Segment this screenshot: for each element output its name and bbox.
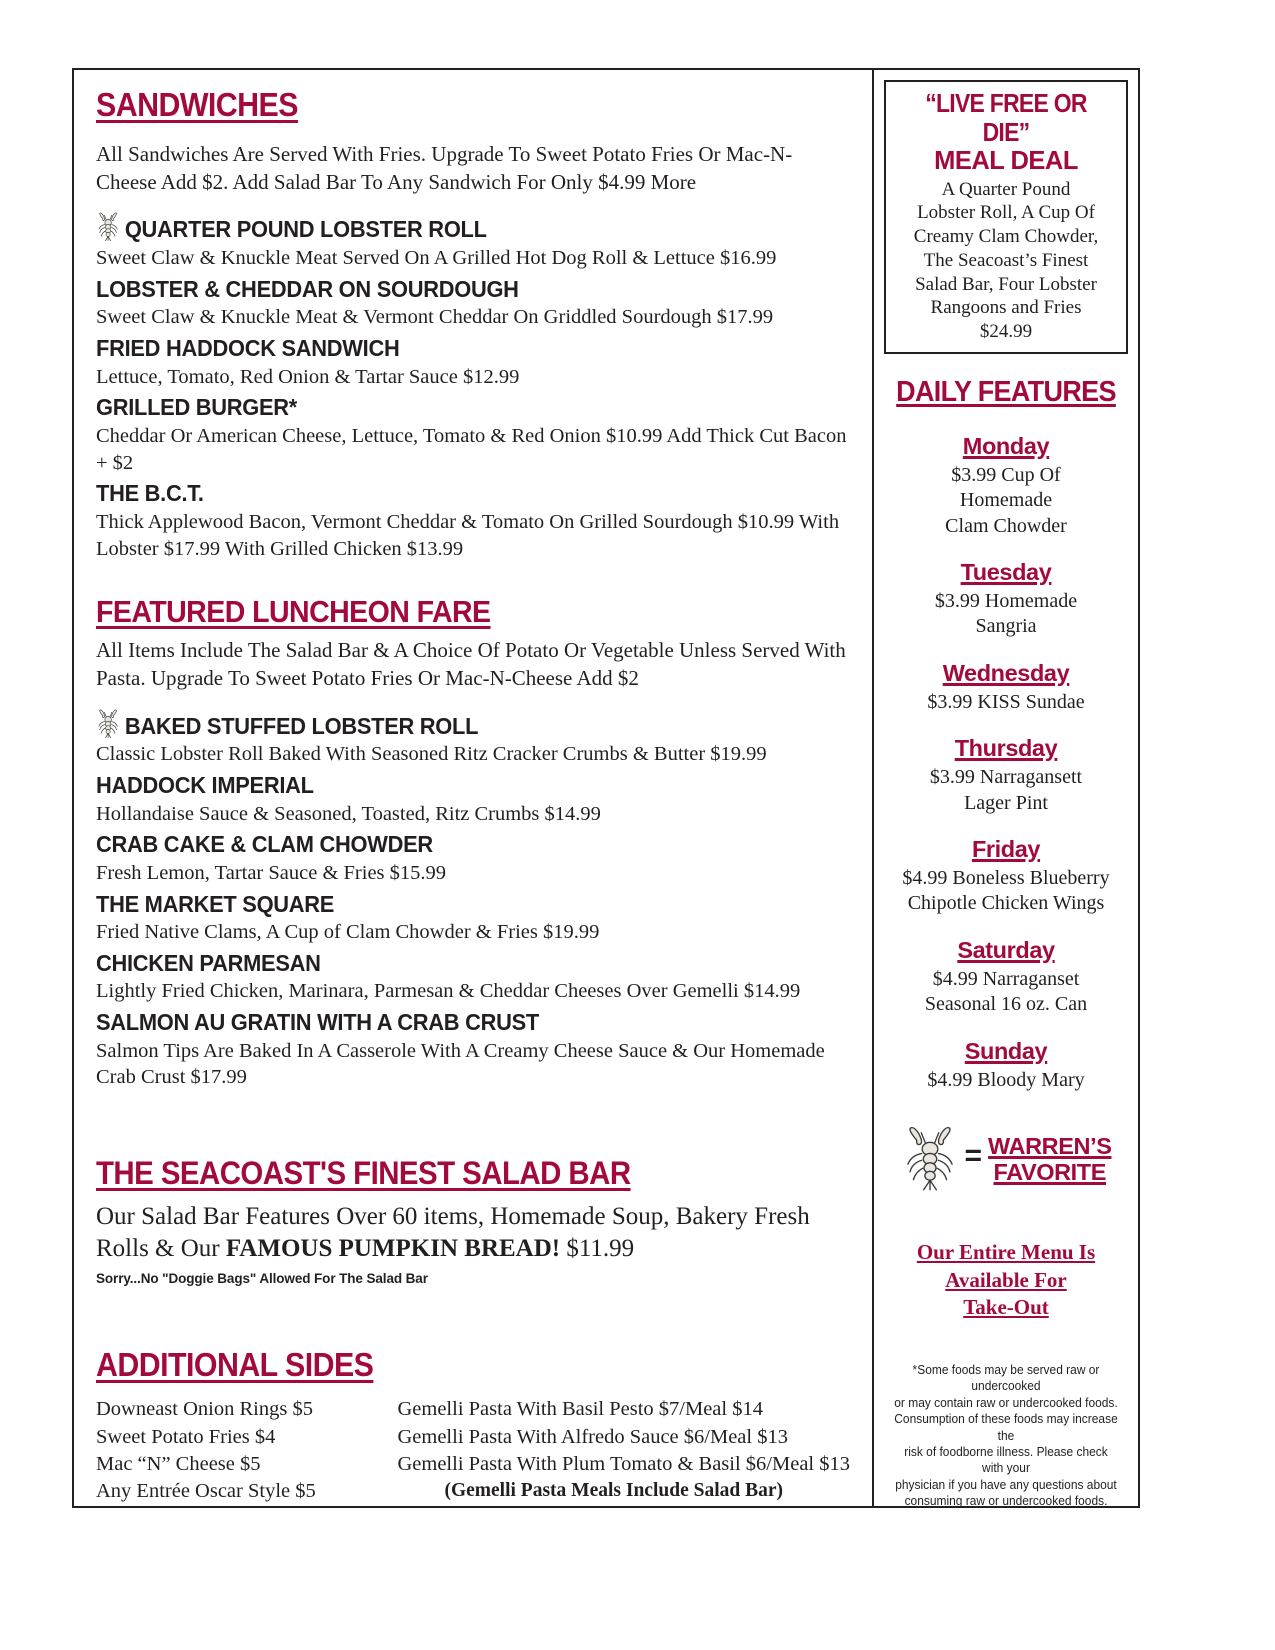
menu-frame	[72, 68, 1140, 1508]
meal-deal-price: $24.99	[979, 321, 1033, 343]
day-desc-line: $3.99 Narragansett	[929, 766, 1083, 789]
lobster-favorite-icon	[96, 212, 120, 242]
menu-item-name: HADDOCK IMPERIAL	[96, 771, 314, 798]
food-safety-disclaimer	[888, 1362, 1124, 1509]
menu-item-description: Salmon Tips Are Baked In A Casserole With A Creamy Cheese Sauce & Our Homemade Crab Crust $17.99	[96, 1039, 825, 1089]
favorite-legend-text	[988, 1133, 1111, 1186]
sides-column-left	[96, 1396, 397, 1505]
takeout-line2: Available For	[945, 1267, 1067, 1292]
menu-item-name-text: BAKED STUFFED LOBSTER ROLL	[124, 712, 479, 739]
sides-column-right	[397, 1396, 850, 1505]
daily-feature-thursday	[882, 735, 1130, 816]
meal-deal-desc-line: A Quarter Pound	[941, 178, 1071, 200]
menu-item-description: Fried Native Clams, A Cup of Clam Chowder & Fries $19.99	[96, 921, 600, 944]
daily-feature-friday	[882, 836, 1130, 917]
disclaimer-line: physician if you have any questions about	[895, 1477, 1117, 1492]
takeout-line1: Our Entire Menu Is	[916, 1239, 1096, 1264]
side-item: Mac “N” Cheese $5	[96, 1452, 261, 1475]
disclaimer-line: *Some foods may be served raw or undercooked	[912, 1363, 1100, 1394]
menu-item	[96, 949, 850, 1005]
daily-feature-saturday	[882, 937, 1130, 1018]
salad-bar-desc-pre: Our Salad Bar Features Over 60 items, Homemade Soup, Bakery Fresh Rolls & Our	[96, 1202, 810, 1262]
section-heading-daily-features: DAILY FEATURES	[896, 375, 1116, 408]
menu-item	[96, 479, 850, 562]
sides-grid	[96, 1396, 850, 1505]
day-desc-line: $4.99 Boneless Blueberry	[902, 867, 1110, 890]
day-desc-line: Chipotle Chicken Wings	[907, 892, 1105, 915]
day-description	[882, 690, 1130, 715]
favorite-legend-line2: FAVORITE	[993, 1158, 1107, 1185]
lobster-favorite-icon	[96, 709, 120, 739]
meal-deal-box	[884, 80, 1128, 354]
day-description	[882, 967, 1130, 1018]
menu-item	[96, 890, 850, 946]
meal-deal-desc-line: Lobster Roll, A Cup Of	[917, 202, 1095, 224]
disclaimer-line: consuming raw or undercooked foods.	[904, 1494, 1108, 1508]
equals-sign: =	[964, 1138, 983, 1172]
takeout-notice	[882, 1239, 1130, 1322]
day-description	[882, 765, 1130, 816]
menu-left-column	[74, 70, 874, 1506]
takeout-line3: Take-Out	[963, 1295, 1049, 1320]
salad-bar-price: $11.99	[560, 1234, 635, 1262]
meal-deal-title-line2: MEAL DEAL	[934, 147, 1078, 176]
sides-salad-bar-note: (Gemelli Pasta Meals Include Salad Bar)	[444, 1480, 783, 1502]
day-label: Monday	[962, 432, 1050, 459]
day-desc-line: Clam Chowder	[945, 514, 1067, 537]
menu-item-name-text: QUARTER POUND LOBSTER ROLL	[124, 216, 487, 243]
section-heading-salad-bar: THE SEACOAST'S FINEST SALAD BAR	[96, 1155, 631, 1192]
menu-item-name: GRILLED BURGER*	[96, 394, 298, 421]
day-label: Friday	[971, 836, 1041, 863]
day-desc-line: $3.99 Cup Of	[951, 463, 1061, 486]
daily-feature-wednesday	[882, 660, 1130, 715]
menu-item-description: Cheddar Or American Cheese, Lettuce, Tomato & Red Onion $10.99 Add Thick Cut Bacon + $2	[96, 425, 847, 474]
menu-item-description: Lightly Fried Chicken, Marinara, Parmesan & Cheddar Cheeses Over Gemelli $14.99	[96, 980, 801, 1003]
day-desc-line: $4.99 Narraganset	[932, 967, 1080, 990]
section-heading-additional-sides: ADDITIONAL SIDES	[96, 1345, 374, 1383]
day-desc-line: Homemade	[959, 489, 1053, 512]
day-desc-line: Lager Pint	[964, 791, 1048, 814]
menu-item	[96, 771, 850, 827]
menu-item-name: FRIED HADDOCK SANDWICH	[96, 335, 400, 362]
menu-item-description: Thick Applewood Bacon, Vermont Cheddar & Tomato On Grilled Sourdough $10.99 With Lobster $17.99 With Grilled Chicken $13.99	[96, 510, 840, 560]
meal-deal-desc-line: Salad Bar, Four Lobster	[915, 273, 1097, 295]
menu-right-column	[874, 70, 1138, 1506]
daily-feature-monday	[882, 433, 1130, 539]
menu-item-name: SALMON AU GRATIN WITH A CRAB CRUST	[96, 1009, 539, 1036]
day-desc-line: $3.99 KISS Sundae	[927, 690, 1085, 713]
meal-deal-desc-line: Rangoons and Fries	[930, 297, 1082, 319]
side-item: Gemelli Pasta With Alfredo Sauce $6/Meal $13	[397, 1425, 788, 1448]
day-description	[882, 866, 1130, 917]
menu-item-name: LOBSTER & CHEDDAR ON SOURDOUGH	[96, 275, 519, 302]
lobster-icon	[901, 1125, 959, 1193]
salad-bar-description	[96, 1201, 850, 1265]
day-desc-line: $4.99 Bloody Mary	[927, 1068, 1085, 1091]
side-item: Downeast Onion Rings $5	[96, 1398, 313, 1421]
disclaimer-line: Consumption of these foods may increase the	[894, 1412, 1118, 1443]
disclaimer-line: risk of foodborne illness. Please check with your	[904, 1444, 1108, 1476]
day-description	[882, 463, 1130, 539]
menu-item-name	[96, 212, 797, 244]
menu-item-description: Classic Lobster Roll Baked With Seasoned Ritz Cracker Crumbs & Butter $19.99	[96, 743, 767, 766]
section-heading-sandwiches: SANDWICHES	[96, 86, 298, 123]
daily-feature-sunday	[882, 1038, 1130, 1093]
menu-item-name	[96, 709, 797, 741]
menu-item-description: Hollandaise Sauce & Seasoned, Toasted, Ritz Crumbs $14.99	[96, 802, 601, 825]
section-heading-luncheon: FEATURED LUNCHEON FARE	[96, 594, 491, 630]
day-desc-line: Sangria	[975, 615, 1037, 638]
day-description	[882, 589, 1130, 640]
daily-feature-tuesday	[882, 559, 1130, 640]
day-label: Tuesday	[960, 559, 1052, 586]
menu-item	[96, 830, 850, 886]
day-label: Saturday	[957, 936, 1055, 963]
side-item: Any Entrée Oscar Style $5	[96, 1480, 316, 1503]
menu-item-description: Fresh Lemon, Tartar Sauce & Fries $15.99	[96, 861, 447, 884]
menu-item-name: THE B.C.T.	[96, 480, 204, 507]
meal-deal-description	[892, 178, 1120, 344]
menu-item	[96, 1008, 850, 1091]
salad-bar-doggie-bag-note: Sorry...No "Doggie Bags" Allowed For The Salad Bar	[96, 1270, 428, 1286]
favorite-legend	[882, 1125, 1130, 1193]
side-item: Gemelli Pasta With Plum Tomato & Basil $6/Meal $13	[397, 1452, 850, 1475]
salad-bar-pumpkin-bread: FAMOUS PUMPKIN BREAD!	[225, 1234, 561, 1262]
menu-item-description: Sweet Claw & Knuckle Meat & Vermont Cheddar On Griddled Sourdough $17.99	[96, 306, 774, 329]
menu-item	[96, 709, 850, 768]
meal-deal-desc-line: The Seacoast’s Finest	[923, 249, 1089, 271]
side-item: Sweet Potato Fries $4	[96, 1425, 276, 1448]
menu-item	[96, 212, 850, 271]
luncheon-intro-text: All Items Include The Salad Bar & A Choice Of Potato Or Vegetable Unless Served With Pasta. Upgrade To Sweet Potato Fries Or Mac-N-Cheese Add $2	[96, 637, 846, 690]
day-label: Wednesday	[942, 659, 1070, 686]
menu-item	[96, 275, 850, 331]
menu-item-name: CHICKEN PARMESAN	[96, 949, 321, 976]
menu-item-name: CRAB CAKE & CLAM CHOWDER	[96, 831, 433, 858]
day-desc-line: Seasonal 16 oz. Can	[924, 993, 1088, 1016]
day-label: Sunday	[964, 1037, 1048, 1064]
meal-deal-desc-line: Creamy Clam Chowder,	[913, 226, 1099, 248]
meal-deal-title-line1: “LIVE FREE OR DIE”	[925, 90, 1087, 147]
menu-item-name: THE MARKET SQUARE	[96, 890, 335, 917]
disclaimer-line: or may contain raw or undercooked foods.	[894, 1395, 1118, 1410]
menu-item-description: Sweet Claw & Knuckle Meat Served On A Grilled Hot Dog Roll & Lettuce $16.99	[96, 247, 777, 270]
day-label: Thursday	[954, 735, 1058, 762]
day-desc-line: $3.99 Homemade	[934, 590, 1078, 613]
favorite-legend-line1: WARREN’S	[988, 1132, 1112, 1159]
menu-item	[96, 334, 850, 390]
sandwiches-intro-text: All Sandwiches Are Served With Fries. Upgrade To Sweet Potato Fries Or Mac-N-Cheese Add $2. Add Salad Bar To Any Sandwich For Only $4.99 More	[96, 141, 793, 194]
day-description	[882, 1068, 1130, 1093]
menu-item	[96, 393, 850, 476]
side-item: Gemelli Pasta With Basil Pesto $7/Meal $14	[397, 1398, 763, 1421]
menu-item-description: Lettuce, Tomato, Red Onion & Tartar Sauce $12.99	[96, 365, 520, 388]
